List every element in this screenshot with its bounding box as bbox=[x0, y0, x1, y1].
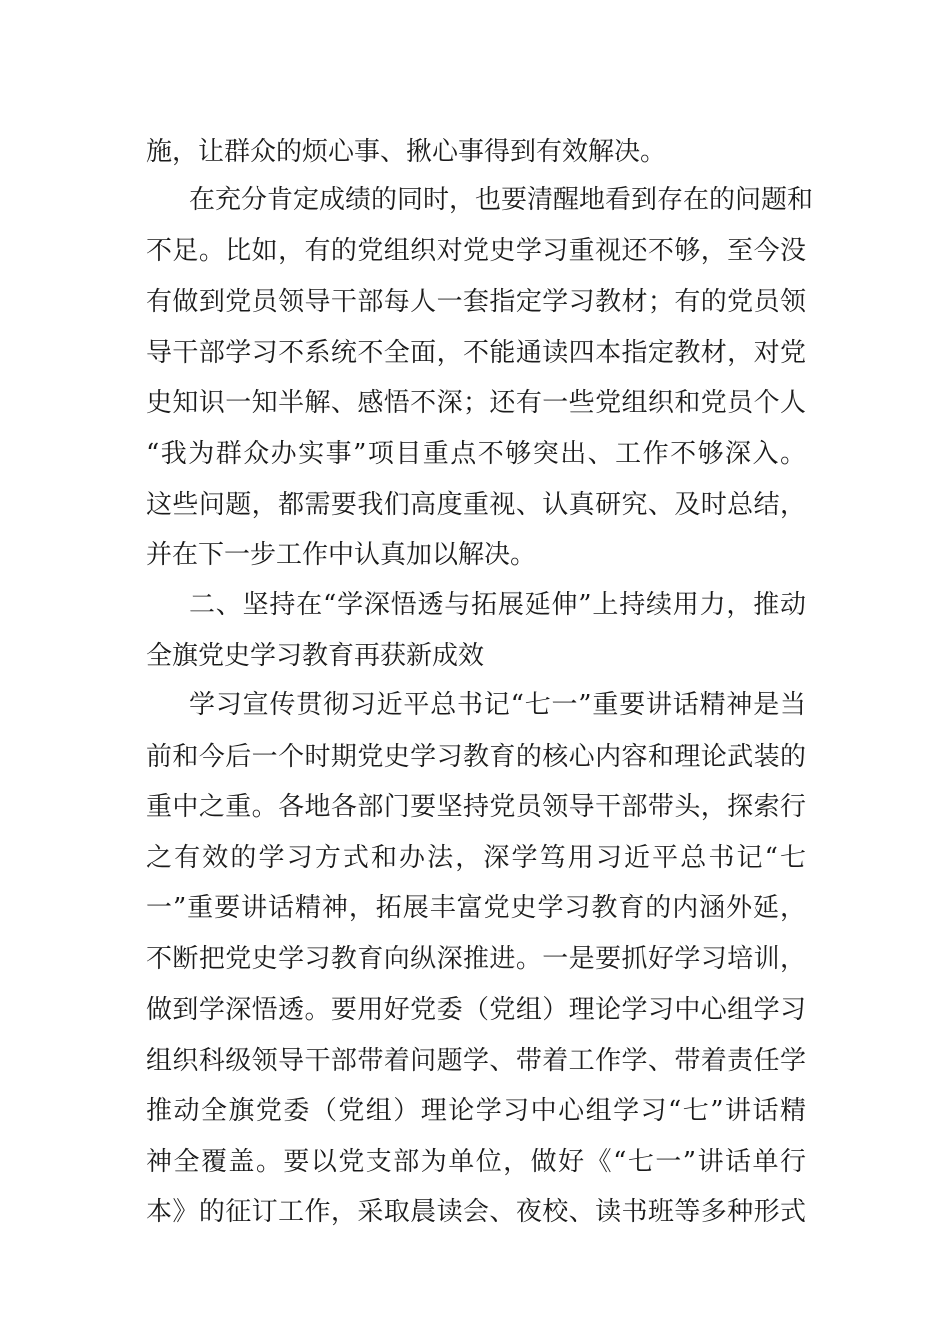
text-line: 这些问题，都需要我们高度重视、认真研究、及时总结， bbox=[146, 490, 806, 520]
text-line: 推动全旗党委（党组）理论学习中心组学习“七”讲话精 bbox=[146, 1096, 806, 1126]
text-line: 施，让群众的烦心事、揪心事得到有效解决。 bbox=[146, 137, 667, 167]
text-line: 做到学深悟透。要用好党委（党组）理论学习中心组学习 bbox=[146, 995, 806, 1025]
paragraph-first-line: 在充分肯定成绩的同时，也要清醒地看到存在的问题和 bbox=[189, 185, 814, 215]
text-line: 有做到党员领导干部每人一套指定学习教材；有的党员领 bbox=[146, 287, 806, 317]
text-line: 不断把党史学习教育向纵深推进。一是要抓好学习培训， bbox=[146, 944, 806, 974]
text-line: 不足。比如，有的党组织对党史学习重视还不够，至今没 bbox=[146, 236, 806, 266]
text-line: 组织科级领导干部带着问题学、带着工作学、带着责任学 bbox=[146, 1046, 806, 1076]
text-line: 之有效的学习方式和办法，深学笃用习近平总书记“七 bbox=[146, 843, 806, 873]
text-line: 一”重要讲话精神，拓展丰富党史学习教育的内涵外延， bbox=[146, 893, 806, 923]
text-line: 前和今后一个时期党史学习教育的核心内容和理论武装的 bbox=[146, 742, 806, 772]
section-heading-line: 全旗党史学习教育再获新成效 bbox=[146, 641, 485, 671]
section-heading-line: 二、坚持在“学深悟透与拓展延伸”上持续用力，推动 bbox=[189, 590, 806, 620]
text-line: “我为群众办实事”项目重点不够突出、工作不够深入。 bbox=[146, 439, 806, 469]
paragraph-first-line: 学习宣传贯彻习近平总书记“七一”重要讲话精神是当 bbox=[189, 690, 806, 720]
text-line: 导干部学习不系统不全面，不能通读四本指定教材，对党 bbox=[146, 338, 806, 368]
text-line: 并在下一步工作中认真加以解决。 bbox=[146, 540, 537, 570]
text-line: 神全覆盖。要以党支部为单位，做好《“七一”讲话单行 bbox=[146, 1147, 806, 1177]
text-line: 重中之重。各地各部门要坚持党员领导干部带头，探索行 bbox=[146, 792, 806, 822]
text-line: 本》的征订工作，采取晨读会、夜校、读书班等多种形式 bbox=[146, 1197, 806, 1227]
text-line: 史知识一知半解、感悟不深；还有一些党组织和党员个人 bbox=[146, 388, 806, 418]
